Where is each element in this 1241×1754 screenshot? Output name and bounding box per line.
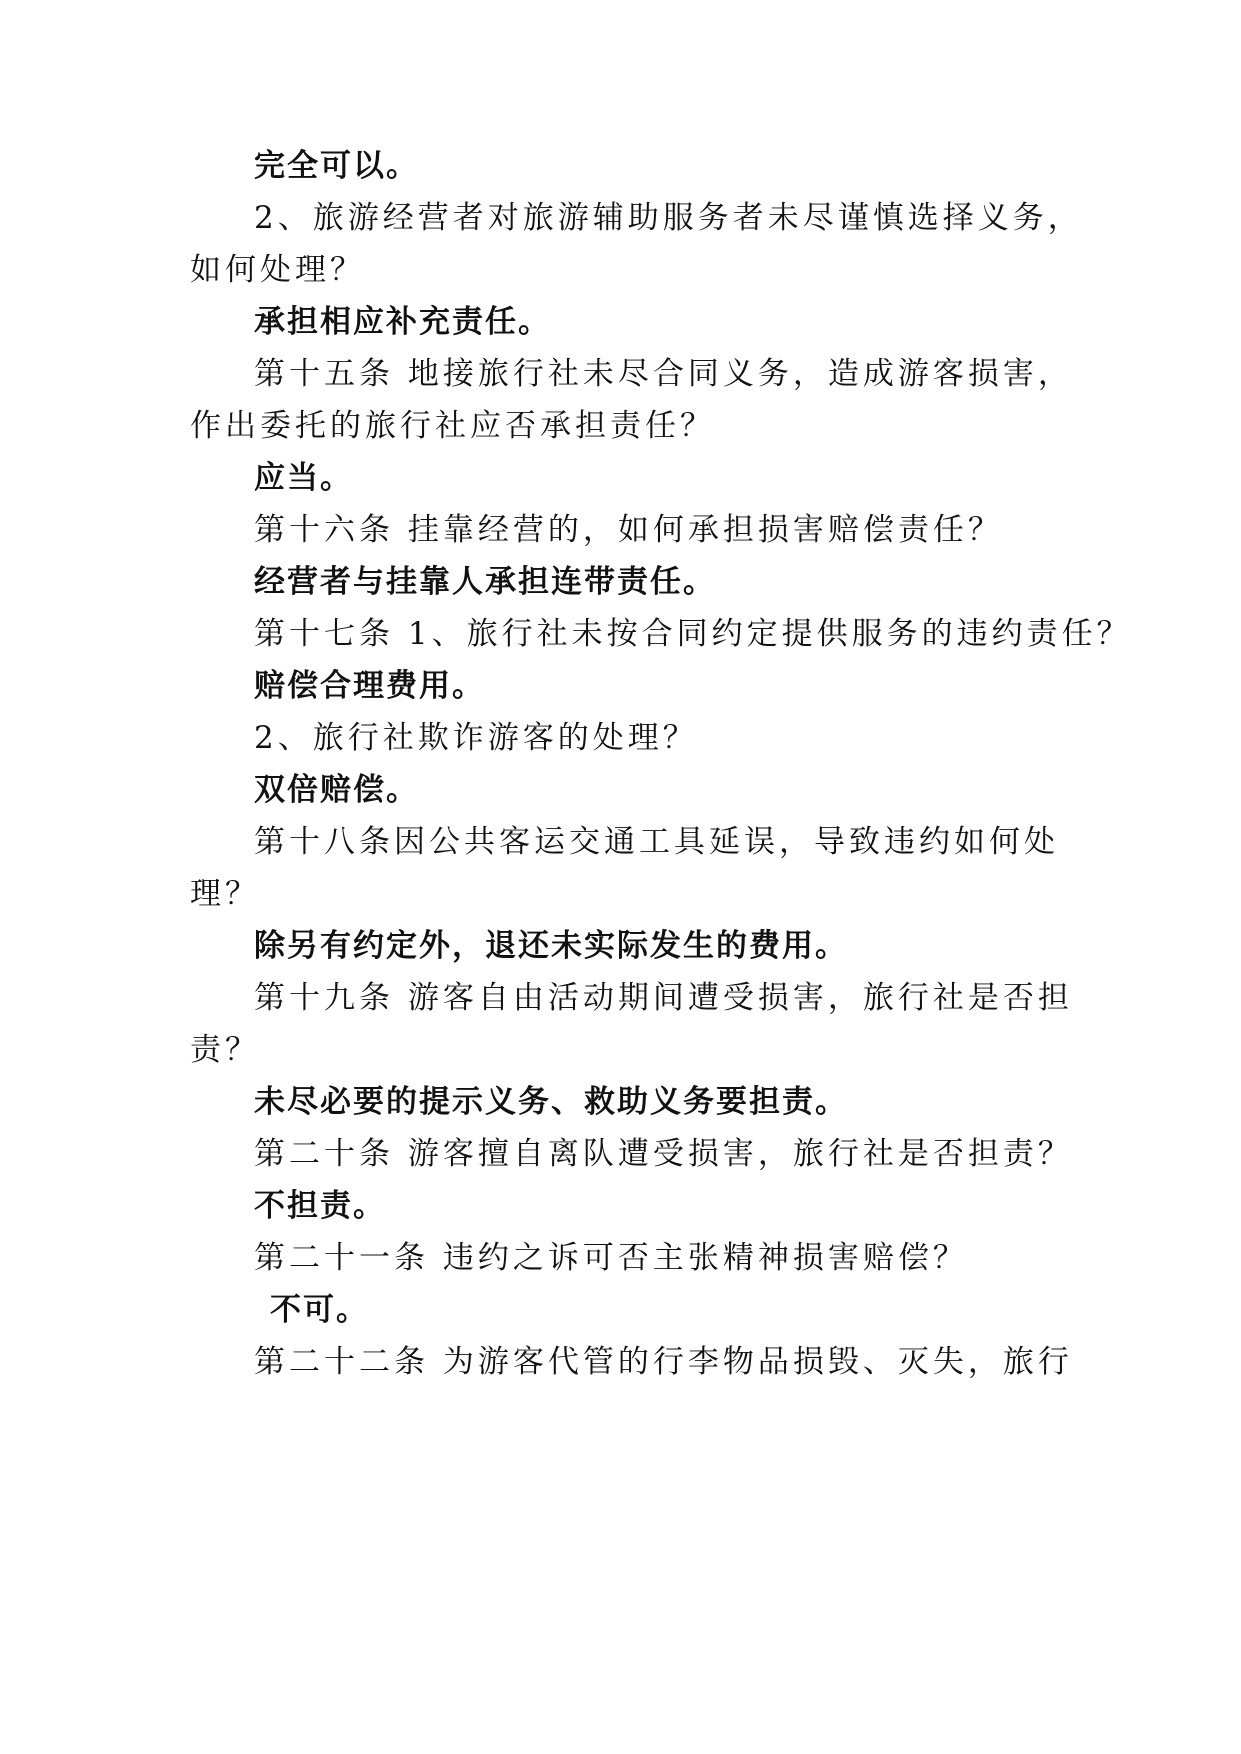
question-line: 2、旅行社欺诈游客的处理？ (254, 720, 698, 756)
answer-line: 应当。 (254, 460, 353, 496)
article-line: 第二十一条 违约之诉可否主张精神损害赔偿？ (254, 1240, 968, 1276)
answer-line: 经营者与挂靠人承担连带责任。 (254, 564, 716, 600)
article-line: 第二十二条 为游客代管的行李物品损毁、灭失，旅行 (254, 1344, 1073, 1380)
question-line-continued: 如何处理？ (190, 252, 365, 288)
answer-line: 赔偿合理费用。 (254, 668, 485, 704)
article-line-continued: 理？ (190, 876, 260, 912)
question-line: 2、旅游经营者对旅游辅助服务者未尽谨慎选择义务， (254, 200, 1083, 236)
article-line: 第十七条 1、旅行社未按合同约定提供服务的违约责任？ (254, 616, 1132, 652)
answer-line: 不可。 (270, 1292, 369, 1328)
article-line: 第十六条 挂靠经营的，如何承担损害赔偿责任？ (254, 512, 1003, 548)
answer-line: 不担责。 (254, 1188, 386, 1224)
answer-line: 未尽必要的提示义务、救助义务要担责。 (254, 1084, 848, 1120)
answer-line: 双倍赔偿。 (254, 772, 419, 808)
article-line-continued: 作出委托的旅行社应否承担责任？ (190, 408, 715, 444)
article-line: 第十九条 游客自由活动期间遭受损害，旅行社是否担 (254, 980, 1073, 1016)
answer-line: 除另有约定外，退还未实际发生的费用。 (254, 928, 848, 964)
article-line: 第十五条 地接旅行社未尽合同义务，造成游客损害， (254, 356, 1073, 392)
article-line-continued: 责？ (190, 1032, 260, 1068)
answer-line: 完全可以。 (254, 148, 419, 184)
article-line: 第二十条 游客擅自离队遭受损害，旅行社是否担责？ (254, 1136, 1073, 1172)
answer-line: 承担相应补充责任。 (254, 304, 551, 340)
article-line: 第十八条因公共客运交通工具延误，导致违约如何处 (254, 824, 1059, 860)
